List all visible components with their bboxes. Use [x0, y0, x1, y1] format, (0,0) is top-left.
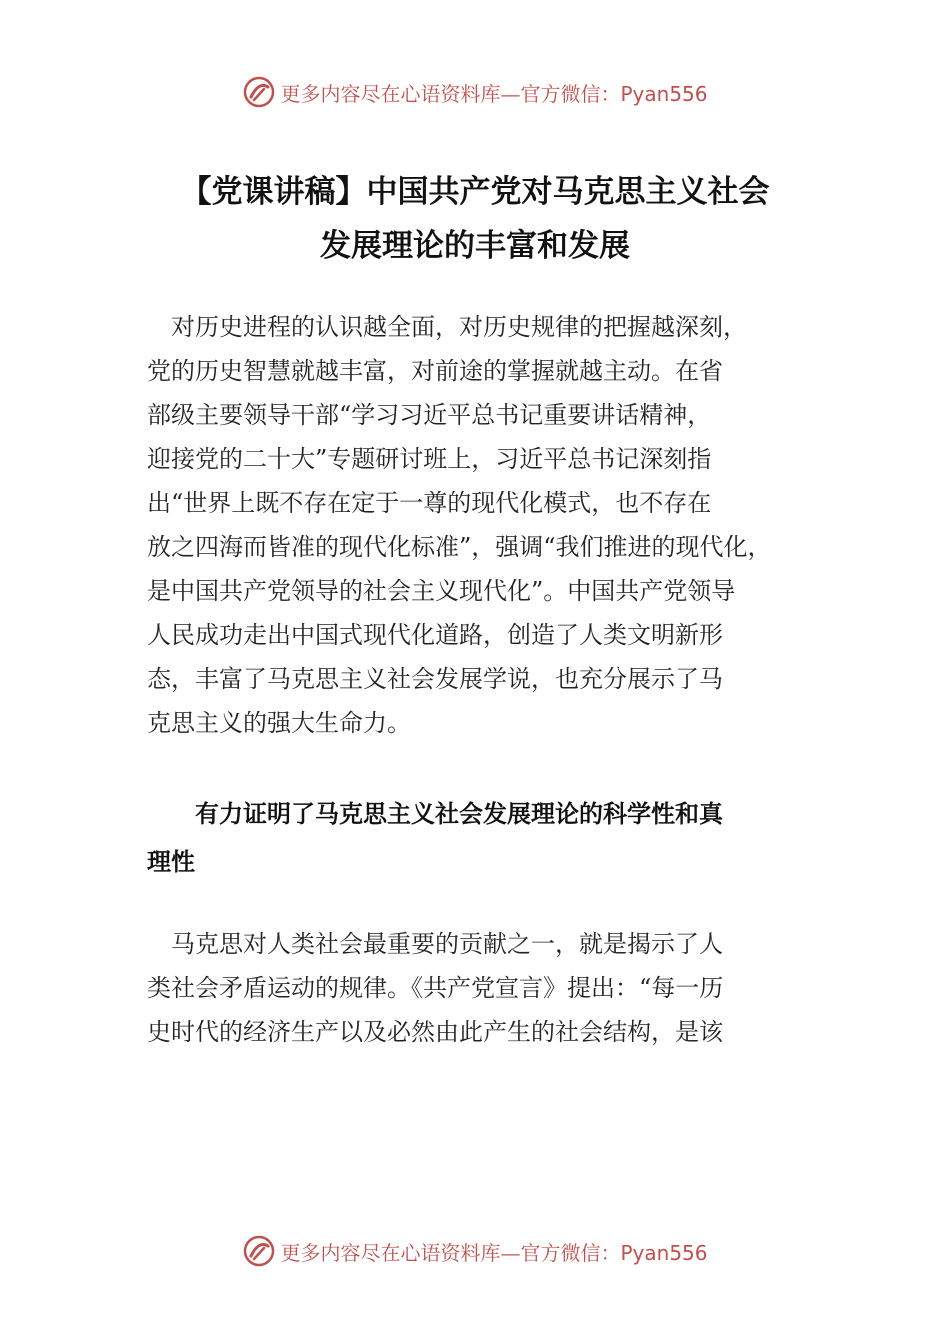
heading-line: 理性	[147, 848, 195, 876]
footer-watermark-text: 更多内容尽在心语资料库—官方微信：Pyan556	[280, 1240, 708, 1265]
paragraph-line: 是中国共产党领导的社会主义现代化”。中国共产党领导	[147, 577, 736, 605]
logo-icon	[242, 75, 276, 109]
header-watermark-text: 更多内容尽在心语资料库—官方微信：Pyan556	[280, 81, 708, 106]
header-wechat-id: Pyan556	[620, 81, 708, 106]
paragraph-line: 史时代的经济生产以及必然由此产生的社会结构，是该	[147, 1018, 723, 1046]
paragraph-line: 克思主义的强大生命力。	[147, 709, 411, 737]
paragraph-line: 党的历史智慧就越丰富，对前途的掌握就越主动。在省	[147, 357, 723, 385]
paragraph-line: 态，丰富了马克思主义社会发展学说，也充分展示了马	[147, 665, 723, 693]
paragraph-line: 放之四海而皆准的现代化标准”，强调“我们推进的现代化，	[147, 533, 772, 561]
paragraph-1	[147, 305, 847, 745]
title-line: 发展理论的丰富和发展	[320, 228, 630, 264]
section-heading	[147, 790, 847, 886]
document-title	[60, 165, 890, 273]
footer-watermark	[0, 1231, 950, 1271]
paragraph-line: 人民成功走出中国式现代化道路，创造了人类文明新形	[147, 621, 723, 649]
footer-wechat-id: Pyan556	[620, 1240, 708, 1265]
paragraph-2	[147, 922, 847, 1054]
paragraph-line: 部级主要领导干部“学习习近平总书记重要讲话精神，	[147, 401, 712, 429]
paragraph-line: 出“世界上既不存在定于一尊的现代化模式，也不存在	[147, 489, 712, 517]
logo-icon	[242, 1234, 276, 1268]
heading-line: 有力证明了马克思主义社会发展理论的科学性和真	[147, 800, 723, 828]
paragraph-line: 马克思对人类社会最重要的贡献之一，就是揭示了人	[147, 930, 723, 958]
title-line: 【党课讲稿】中国共产党对马克思主义社会	[180, 174, 770, 210]
paragraph-line: 类社会矛盾运动的规律。《共产党宣言》提出：“每一历	[147, 974, 724, 1002]
header-watermark	[0, 72, 950, 112]
paragraph-line: 对历史进程的认识越全面，对历史规律的把握越深刻，	[147, 313, 747, 341]
paragraph-line: 迎接党的二十大”专题研讨班上，习近平总书记深刻指	[147, 445, 712, 473]
